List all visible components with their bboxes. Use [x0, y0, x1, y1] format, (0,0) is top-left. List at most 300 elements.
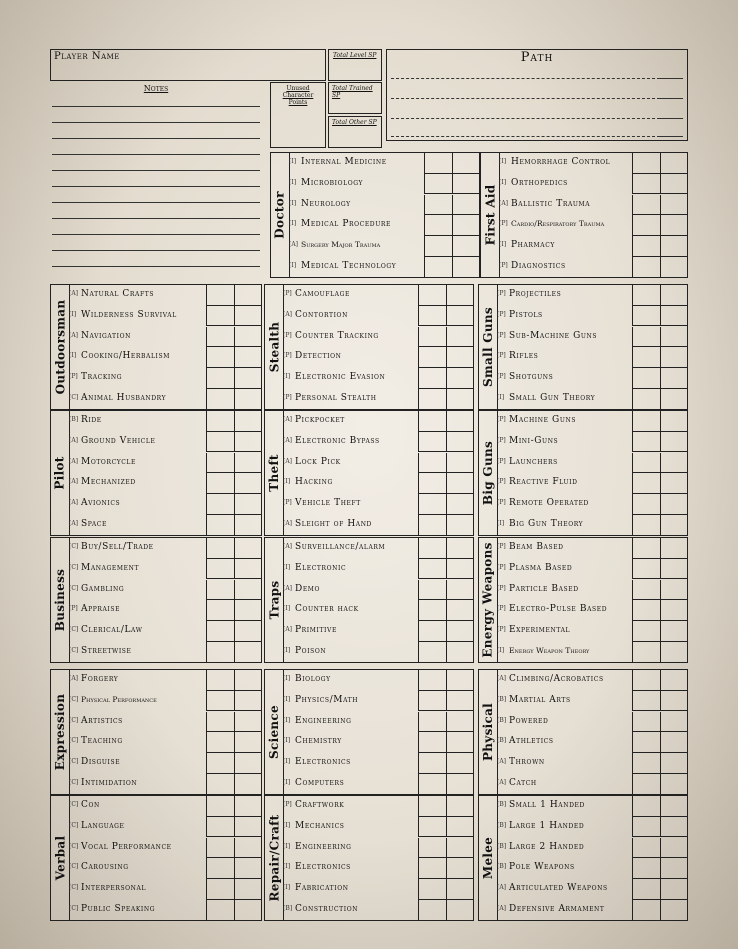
skill-type-tag: [P] — [497, 478, 506, 486]
skill-rank-boxes[interactable] — [632, 621, 687, 642]
skill-type-tag: [I] — [497, 394, 505, 401]
skill-name: Counter Tracking — [295, 330, 379, 341]
skill-rank-boxes[interactable] — [418, 621, 473, 642]
skill-type-tag: [A] — [283, 310, 293, 318]
skill-name: Medical Procedure — [301, 219, 391, 230]
skill-row — [497, 879, 687, 900]
skill-type-tag: [P] — [69, 605, 78, 613]
skill-name: Electronics — [295, 757, 351, 768]
skill-row — [69, 411, 261, 432]
skill-block-melee — [478, 795, 688, 921]
skill-rank-boxes[interactable] — [632, 732, 687, 753]
skill-name: Language — [81, 820, 125, 831]
skill-rank-boxes[interactable] — [418, 559, 473, 580]
skill-rank-boxes[interactable] — [418, 538, 473, 559]
category-title-text: Pilot — [53, 456, 67, 490]
skill-name: Pole Weapons — [509, 862, 575, 873]
unused-character-points-field[interactable] — [270, 82, 326, 148]
skill-row — [499, 236, 687, 257]
skill-row — [497, 642, 687, 663]
skill-rank-boxes[interactable] — [418, 691, 473, 712]
skill-rank-boxes[interactable] — [418, 368, 473, 389]
skill-rank-boxes[interactable] — [206, 580, 261, 601]
skill-row — [497, 347, 687, 368]
skill-type-tag: [I] — [283, 695, 291, 703]
skill-rank-boxes[interactable] — [206, 453, 261, 474]
skill-name: Camouflage — [295, 289, 350, 299]
skill-type-tag: [I] — [283, 758, 291, 766]
category-title-text: Outdoorsman — [53, 299, 68, 395]
skill-rank-boxes[interactable] — [418, 580, 473, 601]
skill-rank-boxes[interactable] — [206, 327, 261, 348]
skill-rank-boxes[interactable] — [424, 215, 479, 236]
skill-rank-boxes[interactable] — [632, 691, 687, 712]
total-level-sp-label: Total Level SP — [333, 52, 377, 59]
skill-row — [283, 753, 473, 774]
skill-rank-boxes[interactable] — [206, 347, 261, 368]
skill-row — [497, 817, 687, 838]
skill-block-outdoorsman — [50, 284, 262, 410]
skill-rank-boxes[interactable] — [424, 257, 479, 278]
skill-rank-boxes[interactable] — [632, 515, 687, 536]
skill-name: Ride — [81, 415, 102, 425]
skill-row — [283, 642, 473, 663]
skill-rank-boxes[interactable] — [206, 900, 261, 921]
skill-row — [283, 432, 473, 453]
skill-name: Primitive — [295, 625, 337, 636]
skill-row — [283, 600, 473, 621]
skill-rank-boxes[interactable] — [632, 600, 687, 621]
skill-rank-boxes[interactable] — [418, 732, 473, 753]
skill-rank-boxes[interactable] — [418, 670, 473, 691]
skill-type-tag: [A] — [497, 884, 507, 892]
skill-row — [69, 621, 261, 642]
skill-type-tag: [I] — [283, 779, 291, 786]
skill-row — [283, 494, 473, 515]
skill-rank-boxes[interactable] — [632, 580, 687, 601]
skill-row — [69, 306, 261, 327]
skill-row — [283, 347, 473, 368]
skill-rank-boxes[interactable] — [632, 153, 687, 174]
skill-type-tag: [I] — [497, 520, 505, 527]
skill-name: Engineering — [295, 841, 352, 852]
skill-rank-boxes[interactable] — [632, 285, 687, 306]
skill-name: Shotguns — [509, 372, 554, 383]
skill-type-tag: [A] — [499, 199, 509, 207]
category-title-text: Science — [267, 705, 281, 759]
category-title-text: Physical — [481, 702, 496, 762]
skill-rank-boxes[interactable] — [632, 538, 687, 559]
skill-name: Appraise — [81, 604, 121, 615]
skill-rank-boxes[interactable] — [206, 796, 261, 817]
skill-rank-boxes[interactable] — [206, 670, 261, 691]
skill-name: Mini-Guns — [509, 435, 559, 446]
skill-row — [497, 453, 687, 474]
skill-rank-boxes[interactable] — [418, 327, 473, 348]
skill-rank-boxes[interactable] — [418, 753, 473, 774]
skill-row — [69, 559, 261, 580]
skill-type-tag: [B] — [497, 821, 507, 829]
skill-rank-boxes[interactable] — [206, 642, 261, 663]
skill-row — [69, 796, 261, 817]
skill-rank-boxes[interactable] — [206, 838, 261, 859]
skill-name: Powered — [509, 715, 549, 726]
skill-type-tag: [B] — [497, 842, 507, 850]
skill-rank-boxes[interactable] — [418, 642, 473, 663]
skill-rank-boxes[interactable] — [418, 515, 473, 536]
skill-name: Projectiles — [509, 289, 562, 299]
skill-type-tag: [I] — [283, 821, 291, 829]
skill-type-tag: [A] — [283, 543, 293, 550]
skill-type-tag: [P] — [497, 290, 506, 297]
skill-rank-boxes[interactable] — [632, 195, 687, 216]
skill-name: Animal Husbandry — [81, 393, 167, 403]
skill-name: Pharmacy — [511, 240, 555, 251]
skill-type-tag: [A] — [283, 457, 293, 465]
skill-type-tag: [C] — [69, 758, 79, 766]
skill-name: Physical Performance — [81, 694, 157, 704]
skill-rank-boxes[interactable] — [418, 817, 473, 838]
skill-rank-boxes[interactable] — [418, 432, 473, 453]
skill-row — [497, 327, 687, 348]
skill-rank-boxes[interactable] — [632, 900, 687, 921]
skill-rank-boxes[interactable] — [418, 900, 473, 921]
skill-rank-boxes[interactable] — [206, 306, 261, 327]
skill-name: Defensive Armament — [509, 904, 605, 914]
unused-cp-label: Unused Character Points — [282, 85, 314, 106]
skill-rank-boxes[interactable] — [418, 306, 473, 327]
skill-name: Engineering — [295, 715, 352, 726]
skill-type-tag: [B] — [497, 863, 507, 871]
skill-rank-boxes[interactable] — [632, 236, 687, 257]
skill-row — [69, 670, 261, 691]
skill-name: Sleight of Hand — [295, 519, 372, 529]
skill-type-tag: [C] — [69, 394, 79, 401]
skill-row — [289, 174, 479, 195]
skill-row — [289, 195, 479, 216]
skill-rank-boxes[interactable] — [418, 473, 473, 494]
skill-type-tag: [P] — [497, 352, 506, 360]
skill-rank-boxes[interactable] — [424, 195, 479, 216]
skill-block-traps — [264, 537, 474, 663]
skill-type-tag: [P] — [283, 394, 292, 401]
skill-rank-boxes[interactable] — [206, 732, 261, 753]
skill-rank-boxes[interactable] — [206, 368, 261, 389]
skill-rank-boxes[interactable] — [632, 879, 687, 900]
skill-row — [69, 580, 261, 601]
skill-rank-boxes[interactable] — [632, 494, 687, 515]
skill-type-tag: [P] — [497, 416, 506, 423]
skill-row — [283, 712, 473, 733]
skill-row — [497, 621, 687, 642]
skill-type-tag: [B] — [497, 695, 507, 703]
skill-row — [283, 411, 473, 432]
skill-rank-boxes[interactable] — [424, 236, 479, 257]
category-title — [51, 411, 70, 535]
skill-rank-boxes[interactable] — [632, 796, 687, 817]
skill-name: Artistics — [81, 715, 123, 726]
skill-row — [497, 838, 687, 859]
skill-rank-boxes[interactable] — [632, 411, 687, 432]
skill-row — [289, 236, 479, 257]
skill-row — [69, 389, 261, 410]
category-title-text: Repair/Craft — [267, 814, 281, 902]
skill-rank-boxes[interactable] — [632, 347, 687, 368]
skill-rank-boxes[interactable] — [632, 559, 687, 580]
skill-name: Biology — [295, 674, 331, 684]
skill-rank-boxes[interactable] — [206, 411, 261, 432]
skill-block-stealth — [264, 284, 474, 410]
skill-rank-boxes[interactable] — [206, 817, 261, 838]
skill-rank-boxes[interactable] — [206, 600, 261, 621]
skill-rank-boxes[interactable] — [206, 494, 261, 515]
skill-rank-boxes[interactable] — [632, 368, 687, 389]
skill-rank-boxes[interactable] — [632, 453, 687, 474]
skill-type-tag: [A] — [69, 499, 79, 507]
skill-rank-boxes[interactable] — [418, 347, 473, 368]
skill-rank-boxes[interactable] — [418, 774, 473, 795]
skill-name: Neurology — [301, 198, 351, 209]
total-level-sp-field[interactable] — [328, 49, 382, 81]
skill-row — [69, 712, 261, 733]
skill-name: Craftwork — [295, 800, 345, 810]
skill-rank-boxes[interactable] — [632, 774, 687, 795]
skill-name: Large 1 Handed — [509, 820, 585, 831]
category-title — [479, 538, 498, 662]
skill-row — [69, 691, 261, 712]
skill-row — [69, 838, 261, 859]
skill-type-tag: [A] — [69, 457, 79, 465]
skill-rank-boxes[interactable] — [632, 753, 687, 774]
skill-row — [499, 195, 687, 216]
skill-block-doctor — [270, 152, 480, 278]
skill-type-tag: [P] — [499, 262, 508, 269]
skill-rank-boxes[interactable] — [206, 432, 261, 453]
skill-row — [499, 215, 687, 236]
skill-rank-boxes[interactable] — [632, 327, 687, 348]
skill-rank-boxes[interactable] — [632, 389, 687, 410]
skill-block-business — [50, 537, 262, 663]
skill-row — [283, 900, 473, 921]
skill-row — [69, 473, 261, 494]
skill-rank-boxes[interactable] — [418, 712, 473, 733]
skill-type-tag: [P] — [497, 605, 506, 613]
skill-rank-boxes[interactable] — [418, 285, 473, 306]
skill-rank-boxes[interactable] — [206, 389, 261, 410]
skill-type-tag: [P] — [283, 290, 292, 297]
skill-rank-boxes[interactable] — [206, 515, 261, 536]
skill-name: Vocal Performance — [81, 841, 172, 852]
skill-row — [283, 732, 473, 753]
skill-name: Ground Vehicle — [81, 435, 156, 446]
skill-row — [497, 559, 687, 580]
skill-type-tag: [I] — [283, 863, 291, 871]
notes-area[interactable] — [50, 82, 262, 278]
category-title-text: Theft — [267, 454, 281, 492]
skill-rank-boxes[interactable] — [632, 306, 687, 327]
skill-block-repair-craft — [264, 795, 474, 921]
category-title — [265, 670, 284, 794]
skill-rank-boxes[interactable] — [632, 817, 687, 838]
skill-type-tag: [B] — [69, 416, 79, 423]
skill-name: Wilderness Survival — [81, 309, 177, 320]
skill-rank-boxes[interactable] — [418, 453, 473, 474]
category-title — [51, 670, 70, 794]
skill-name: Microbiology — [301, 177, 364, 188]
skill-name: Electro-Pulse Based — [509, 604, 608, 615]
skill-rank-boxes[interactable] — [418, 838, 473, 859]
skill-name: Internal Medicine — [301, 157, 387, 167]
skill-block-pilot — [50, 410, 262, 536]
skill-row — [69, 515, 261, 536]
skill-rank-boxes[interactable] — [418, 389, 473, 410]
skill-name: Remote Operated — [509, 498, 589, 509]
skill-row — [69, 642, 261, 663]
skill-type-tag: [A] — [69, 436, 79, 444]
skill-type-tag: [I] — [69, 310, 77, 318]
skill-type-tag: [C] — [69, 737, 79, 745]
skill-rank-boxes[interactable] — [206, 285, 261, 306]
skill-name: Medical Technology — [301, 261, 397, 271]
skill-row — [69, 879, 261, 900]
skill-row — [69, 732, 261, 753]
skill-rank-boxes[interactable] — [632, 257, 687, 278]
skill-type-tag: [C] — [69, 563, 79, 571]
skill-rank-boxes[interactable] — [206, 774, 261, 795]
skill-rank-boxes[interactable] — [632, 858, 687, 879]
skill-rank-boxes[interactable] — [418, 796, 473, 817]
skill-row — [283, 858, 473, 879]
skill-type-tag: [I] — [499, 158, 507, 165]
skill-type-tag: [I] — [283, 884, 291, 892]
skill-block-physical — [478, 669, 688, 795]
skill-row — [283, 559, 473, 580]
skill-name: Small Gun Theory — [509, 393, 596, 403]
skill-type-tag: [I] — [499, 241, 507, 249]
skill-block-verbal — [50, 795, 262, 921]
skill-row — [497, 712, 687, 733]
skill-name: Large 2 Handed — [509, 841, 585, 852]
skill-rank-boxes[interactable] — [418, 879, 473, 900]
skill-name: Clerical/Law — [81, 625, 143, 636]
skill-row — [69, 285, 261, 306]
total-trained-sp-label: Total Trained SP — [332, 85, 373, 99]
skill-row — [283, 796, 473, 817]
skill-row — [69, 347, 261, 368]
skill-rank-boxes[interactable] — [206, 691, 261, 712]
player-name-field[interactable] — [50, 49, 326, 81]
skill-row — [497, 858, 687, 879]
skill-rank-boxes[interactable] — [632, 215, 687, 236]
skill-name: Streetwise — [81, 646, 132, 656]
category-title — [51, 285, 70, 409]
skill-rank-boxes[interactable] — [206, 712, 261, 733]
skill-rank-boxes[interactable] — [424, 153, 479, 174]
skill-name: Rifles — [509, 351, 539, 362]
skill-row — [497, 580, 687, 601]
category-title-text: Small Guns — [481, 307, 496, 387]
skill-type-tag: [P] — [283, 499, 292, 507]
category-title-text: First Aid — [483, 184, 497, 246]
skill-rank-boxes[interactable] — [418, 858, 473, 879]
skill-type-tag: [P] — [497, 373, 506, 381]
path-label: Path — [520, 50, 554, 65]
skill-block-science — [264, 669, 474, 795]
skill-rank-boxes[interactable] — [206, 879, 261, 900]
skill-type-tag: [A] — [497, 675, 507, 682]
skill-rank-boxes[interactable] — [418, 494, 473, 515]
category-title-text: Business — [53, 568, 68, 632]
skill-row — [499, 257, 687, 278]
skill-name: Energy Weapon Theory — [509, 646, 590, 655]
skill-rank-boxes[interactable] — [632, 473, 687, 494]
skill-rank-boxes[interactable] — [206, 473, 261, 494]
skill-rank-boxes[interactable] — [632, 670, 687, 691]
skill-name: Natural Crafts — [81, 289, 155, 299]
skill-row — [283, 691, 473, 712]
skill-type-tag: [C] — [69, 543, 79, 550]
skill-name: Demo — [295, 583, 321, 594]
skill-rank-boxes[interactable] — [632, 432, 687, 453]
skill-name: Physics/Math — [295, 694, 359, 705]
skill-name: Chemistry — [295, 736, 342, 747]
skill-name: Machine Guns — [509, 415, 577, 425]
skill-rank-boxes[interactable] — [418, 600, 473, 621]
skill-rank-boxes[interactable] — [206, 858, 261, 879]
skill-row — [497, 600, 687, 621]
skill-row — [69, 753, 261, 774]
skill-rank-boxes[interactable] — [424, 174, 479, 195]
skill-name: Climbing/Acrobatics — [509, 674, 604, 684]
skill-type-tag: [C] — [69, 716, 79, 724]
skill-row — [289, 257, 479, 278]
skill-row — [497, 796, 687, 817]
skill-name: Big Gun Theory — [509, 519, 584, 529]
skill-type-tag: [C] — [69, 695, 79, 703]
skill-name: Electronic — [295, 562, 347, 573]
skill-type-tag: [C] — [69, 905, 79, 912]
total-other-sp-field[interactable] — [328, 116, 382, 148]
skill-rank-boxes[interactable] — [206, 621, 261, 642]
path-field[interactable] — [386, 49, 688, 141]
skill-type-tag: [P] — [497, 543, 506, 550]
skill-rank-boxes[interactable] — [632, 642, 687, 663]
skill-rank-boxes[interactable] — [206, 538, 261, 559]
skill-row — [283, 817, 473, 838]
skill-name: Tracking — [81, 372, 123, 383]
skill-rank-boxes[interactable] — [632, 838, 687, 859]
skill-type-tag: [A] — [497, 758, 507, 766]
skill-rank-boxes[interactable] — [206, 753, 261, 774]
skill-type-tag: [C] — [69, 801, 79, 808]
category-title-text: Verbal — [53, 835, 68, 881]
skill-rank-boxes[interactable] — [418, 411, 473, 432]
skill-type-tag: [A] — [283, 436, 293, 444]
skill-row — [497, 494, 687, 515]
skill-row — [289, 153, 479, 174]
skill-rank-boxes[interactable] — [206, 559, 261, 580]
skill-rank-boxes[interactable] — [632, 174, 687, 195]
category-title-text: Expression — [53, 693, 68, 771]
skill-name: Pickpocket — [295, 415, 345, 425]
skill-row — [69, 368, 261, 389]
total-trained-sp-field[interactable] — [328, 82, 382, 114]
skill-type-tag: [A] — [69, 331, 79, 339]
skill-name: Vehicle Theft — [295, 498, 361, 509]
skill-rank-boxes[interactable] — [632, 712, 687, 733]
skill-row — [69, 900, 261, 921]
skill-row — [283, 389, 473, 410]
